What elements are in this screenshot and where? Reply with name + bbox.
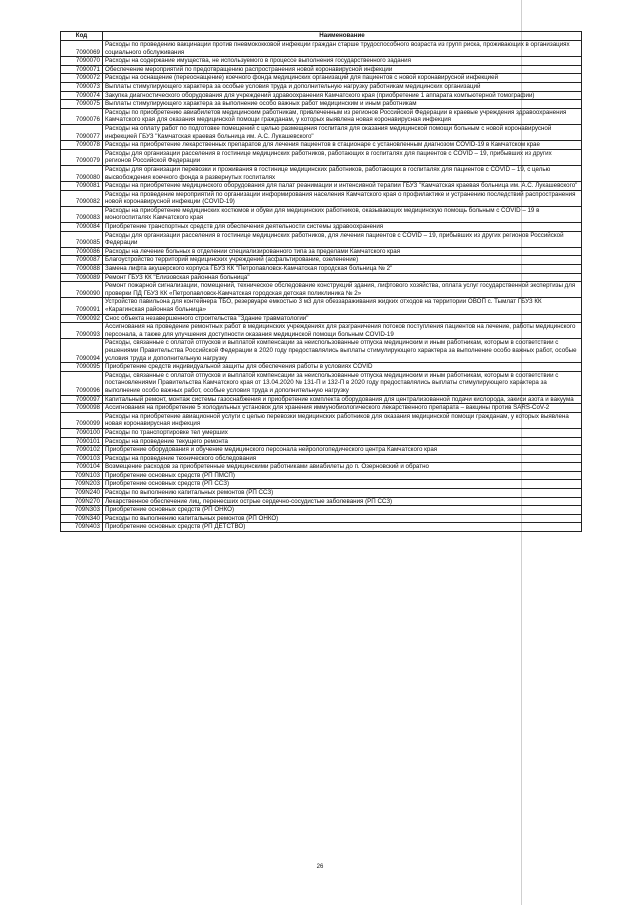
row-name: Приобретение оборудования и обучение медицинского персонала нейрологопедического центра Камчатского края [103,446,582,455]
row-code: 7090074 [61,91,103,100]
table-row [61,91,582,100]
row-name: Расходы по проведению вакцинации против пневмококковой инфекции граждан старше трудоспособного возраста из групп риска, проживающих в организациях социального обслуживания [103,41,582,57]
row-code: 7090094 [61,339,103,363]
table-row [61,480,582,489]
table-row [61,108,582,124]
row-name: Расходы на приобретение лекарственных препаратов для лечения пациентов в стационаре с установленным диагнозом COVID-19 в Камчатском крае [103,141,582,150]
row-name: Расходы для организации расселения в гостинице медицинских работников, работающих в госпиталях для пациентов с COVID – 19, прибывших из других регионов Российской Федерации [103,149,582,165]
table-row [61,282,582,298]
table-row [61,206,582,222]
row-code: 7090076 [61,108,103,124]
table-row [61,412,582,428]
row-name: Приобретение основных средств (РП ОНКО) [103,506,582,515]
row-code: 7090077 [61,124,103,140]
row-name: Приобретение средств индивидуальной защиты для обеспечения работы в условиях COVID [103,363,582,372]
row-name: Расходы на проведение технического обследования [103,454,582,463]
table-row [61,497,582,506]
row-code: 7090093 [61,323,103,339]
code-table [60,31,582,532]
table-row [61,298,582,314]
table-row [61,265,582,274]
row-code: 7090092 [61,314,103,323]
row-name: Приобретение основных средств (РП ССЗ) [103,480,582,489]
row-name: Ассигнования на приобретение 5 холодильных установок для хранения иммунобиологического лекарственного препарата – вакцины против SARS-CoV-2 [103,404,582,413]
row-code: 709N240 [61,489,103,498]
row-name: Приобретение основных средств (РП ПМСП) [103,471,582,480]
row-code: 7090082 [61,190,103,206]
row-code: 7090098 [61,404,103,413]
row-name: Ассигнования на проведение ремонтных работ в медицинских учреждениях для разграничения потоков поступления пациентов на лечение, работы медицинского персонала, а также для улучшения доступности оказания медицинской помощи больным COVID-19 [103,323,582,339]
table-row [61,100,582,109]
row-code: 709N270 [61,497,103,506]
row-name: Расходы на проведение мероприятий по организации информирования населения Камчатского края о профилактике и устранению последствий распространения новой коронавирусной инфекции (COVID-19) [103,190,582,206]
table-row [61,149,582,165]
table-row [61,514,582,523]
row-name: Расходы на содержание имущества, не используемого в процессе выполнения государственного задания [103,57,582,66]
row-code: 7090090 [61,282,103,298]
row-name: Ремонт ГБУЗ КК "Елизовская районная больница" [103,273,582,282]
row-code: 7090078 [61,141,103,150]
header-name: Наименование [103,32,582,41]
page-number: 26 [316,864,324,870]
row-code: 7090099 [61,412,103,428]
row-code: 7090087 [61,256,103,265]
table-row [61,223,582,232]
table-row [61,523,582,532]
row-code: 709N340 [61,514,103,523]
row-code: 7090104 [61,463,103,472]
table-row [61,65,582,74]
table-row [61,404,582,413]
row-code: 7090073 [61,82,103,91]
row-name: Расходы по транспортировке тел умерших [103,428,582,437]
row-code: 7090072 [61,74,103,83]
row-name: Приобретение транспортных средств для обеспечения деятельности системы здравоохранения [103,223,582,232]
row-name: Расходы по приобретению авиабилетов медицинским работникам, привлеченным из регионов Российской Федерации в краевые учреждения здравоохранения Камчатского края для оказания медицинской помощи гражданам, у которых выявлена новая коронавирусная инфекция [103,108,582,124]
table-row [61,231,582,247]
row-name: Возмещение расходов за приобретенные медицинскими работниками авиабилеты до п. Озерновский и обратно [103,463,582,472]
table-row [61,247,582,256]
table-row [61,256,582,265]
table-row [61,395,582,404]
row-code: 7090083 [61,206,103,222]
row-name: Расходы на оплату работ по подготовке помещений с целью размещения госпиталя для оказания медицинской помощи больным с новой коронавирусной инфекцией ГБУЗ "Камчатская краевая больница им. А.С. Лукашевского" [103,124,582,140]
table-row [61,165,582,181]
table-row [61,314,582,323]
row-code: 7090084 [61,223,103,232]
table-row [61,339,582,363]
row-name: Закупка диагностического оборудования для учреждений здравоохранения Камчатского края (приобретение 1 аппарата компьютерной томографии) [103,91,582,100]
table-row [61,82,582,91]
row-name: Расходы на приобретение медицинских костюмов и обуви для медицинских работников, оказывающих медицинскую помощь больным с COVID – 19 в моногоспиталях Камчатского края [103,206,582,222]
row-name: Снос объекта незавершенного строительства "Здание травматологии" [103,314,582,323]
table-row [61,323,582,339]
table-row [61,273,582,282]
table-row [61,428,582,437]
table-row [61,489,582,498]
table-row [61,190,582,206]
row-code: 7090103 [61,454,103,463]
row-code: 7090097 [61,395,103,404]
table-row [61,454,582,463]
table-row [61,371,582,395]
row-code: 7090080 [61,165,103,181]
row-name: Замена лифта акушерского корпуса ГБУЗ КК "Петропавловск-Камчатская городская больница № 2" [103,265,582,274]
row-name: Расходы для организации расселения в гостинице медицинских работников, для лечения пациентов с COVID – 19, прибывших из других регионов Российской Федерации [103,231,582,247]
row-name: Расходы по выполнению капитальных ремонтов (РП ОНКО) [103,514,582,523]
table-row [61,506,582,515]
row-code: 7090096 [61,371,103,395]
table-row [61,41,582,57]
row-name: Лекарственное обеспечение лиц, перенесших острые сердечно-сосудистые заболевания (РП ССЗ) [103,497,582,506]
row-name: Выплаты стимулирующего характера за выполнение особо важных работ медицинским и иным работникам [103,100,582,109]
row-name: Расходы на приобретение авиационной услуги с целью перевозки медицинских работников для оказания медицинской помощи гражданам, у которых выявлена новая коронавирусная инфекция [103,412,582,428]
row-name: Расходы на лечение больных в отделении специализированного типа за пределами Камчатского края [103,247,582,256]
row-code: 7090102 [61,446,103,455]
row-name: Расходы, связанные с оплатой отпусков и выплатой компенсации за неиспользованные отпуска медицинским и иным работникам, которым в соответствии с постановлениями Правительства Камчатского края от 13.04.2020 № 131-П и 132-П в 2020 году предоставлялись выплаты стимулирующего характера за выполнение особо важных работ, особые условия труда и дополнительную нагрузку [103,371,582,395]
table-row [61,463,582,472]
row-name: Капитальный ремонт, монтаж системы газоснабжения и приобретение комплекта оборудования для централизованной подачи кислорода, закиси азота и вакуума [103,395,582,404]
row-name: Расходы на проведение текущего ремонта [103,437,582,446]
row-code: 7090071 [61,65,103,74]
table-row [61,437,582,446]
table-row [61,124,582,140]
row-code: 7090085 [61,231,103,247]
row-name: Устройство павильона для контейнера ТБО, резервуаре емкостью 3 м3 для обеззараживания жидких отходов на территории ОВОП с. Тымлат ГБУЗ КК «Карагинская районная больница» [103,298,582,314]
row-name: Расходы на приобретение медицинского оборудования для палат реанимации и интенсивной терапии ГБУЗ "Камчатская краевая больница им. А.С. Лукашевского" [103,182,582,191]
table-header-row [61,32,582,41]
table-row [61,141,582,150]
row-code: 7090069 [61,41,103,57]
table-row [61,57,582,66]
row-code: 7090101 [61,437,103,446]
table-row [61,182,582,191]
row-name: Расходы, связанные с оплатой отпусков и выплатой компенсации за неиспользованные отпуска медицинским и иным работникам, которым в соответствии с решениями Правительства Российской Федерации в 2020 году предоставлялись выплаты стимулирующего характера за выполнение особо важных работ, особые условия труда и дополнительную нагрузку [103,339,582,363]
header-code: Код [61,32,103,41]
row-code: 7090086 [61,247,103,256]
row-name: Расходы для организации перевозки и проживания в гостинице медицинских работников, работающих в госпиталях для пациентов с COVID – 19, с целью высвобождения коечного фонда в развернутых госпиталях [103,165,582,181]
row-name: Приобретение основных средств (РП ДЕТСТВО) [103,523,582,532]
row-code: 7090079 [61,149,103,165]
row-code: 7090070 [61,57,103,66]
row-code: 7090075 [61,100,103,109]
row-name: Ремонт пожарной сигнализации, помещений, техническое обследование конструкций здания, лифтового хозяйства, оплата услуг государственной экспертизы для проверки ПД ГБУЗ КК «Петропавловск-Камчатская городская детская поликлиника № 2» [103,282,582,298]
row-name: Расходы по выполнению капитальных ремонтов (РП ССЗ) [103,489,582,498]
row-code: 709N403 [61,523,103,532]
table-row [61,471,582,480]
table-body [61,41,582,532]
row-name: Выплаты стимулирующего характера за особые условия труда и дополнительную нагрузку работникам медицинских организаций [103,82,582,91]
row-code: 7090100 [61,428,103,437]
row-name: Благоустройство территорий медицинских учреждений (асфальтирование, озеленение) [103,256,582,265]
row-name: Расходы на оснащение (переоснащение) коечного фонда медицинских организаций для пациентов с новой коронавирусной инфекцией [103,74,582,83]
table-row [61,446,582,455]
table-row [61,74,582,83]
row-code: 7090095 [61,363,103,372]
row-code: 7090091 [61,298,103,314]
row-code: 709N303 [61,506,103,515]
row-name: Обеспечение мероприятий по предотвращению распространения новой коронавирусной инфекции [103,65,582,74]
row-code: 7090089 [61,273,103,282]
row-code: 709N203 [61,480,103,489]
row-code: 709N103 [61,471,103,480]
table-row [61,363,582,372]
row-code: 7090081 [61,182,103,191]
row-code: 7090088 [61,265,103,274]
